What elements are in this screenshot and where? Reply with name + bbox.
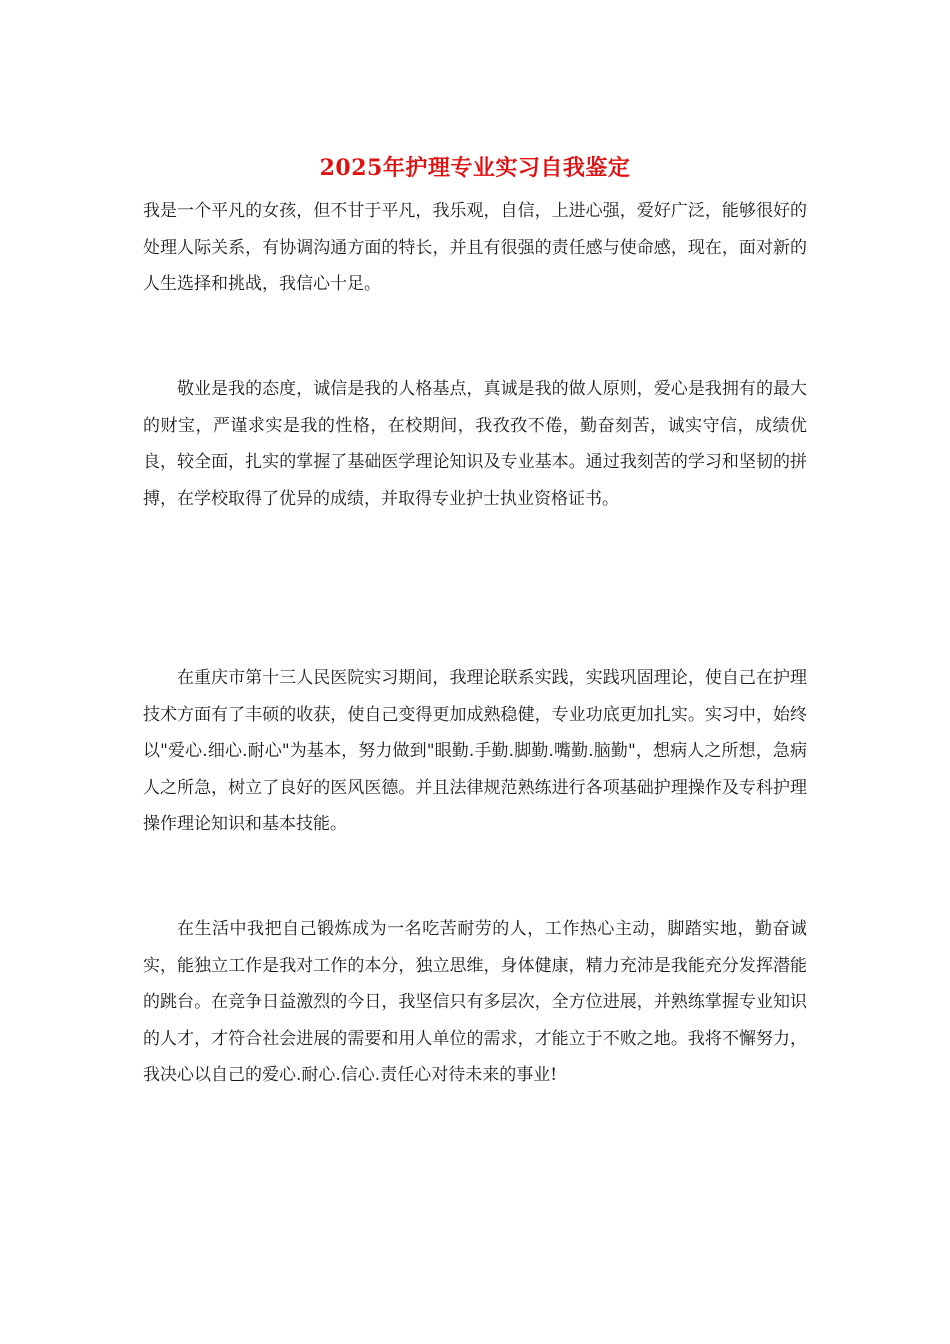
- paragraph-internship: 在重庆市第十三人民医院实习期间，我理论联系实践，实践巩固理论，使自己在护理技术方面有了丰硕的收获，使自己变得更加成熟稳健，专业功底更加扎实。实习中，始终以"爱心.细心.耐心"为基本，努力做到"眼勤.手勤.脚勤.嘴勤.脑勤"，想病人之所想，急病人之所急，树立了良好的医风医德。并且法律规范熟练进行各项基础护理操作及专科护理操作理论知识和基本技能。: [143, 668, 807, 834]
- document-title: 2025年护理专业实习自我鉴定: [319, 155, 631, 181]
- paragraph-character: 敬业是我的态度，诚信是我的人格基点，真诚是我的做人原则，爱心是我拥有的最大的财宝，严谨求实是我的性格，在校期间，我孜孜不倦，勤奋刻苦，诚实守信，成绩优良，较全面，扎实的掌握了基础医学理论知识及专业基本。通过我刻苦的学习和坚韧的拼搏，在学校取得了优异的成绩，并取得专业护士执业资格证书。: [143, 379, 807, 509]
- paragraph-intro: 我是一个平凡的女孩，但不甘于平凡，我乐观，自信，上进心强，爱好广泛，能够很好的处理人际关系，有协调沟通方面的特长，并且有很强的责任感与使命感，现在，面对新的人生选择和挑战，我信心十足。: [143, 201, 807, 294]
- paragraph-life: 在生活中我把自己锻炼成为一名吃苦耐劳的人，工作热心主动，脚踏实地，勤奋诚实，能独立工作是我对工作的本分，独立思维，身体健康，精力充沛是我能充分发挥潜能的跳台。在竞争日益激烈的今日，我坚信只有多层次，全方位进展，并熟练掌握专业知识的人才，才符合社会进展的需要和用人单位的需求，才能立于不败之地。我将不懈努力，我决心以自己的爱心.耐心.信心.责任心对待未来的事业!: [143, 919, 807, 1085]
